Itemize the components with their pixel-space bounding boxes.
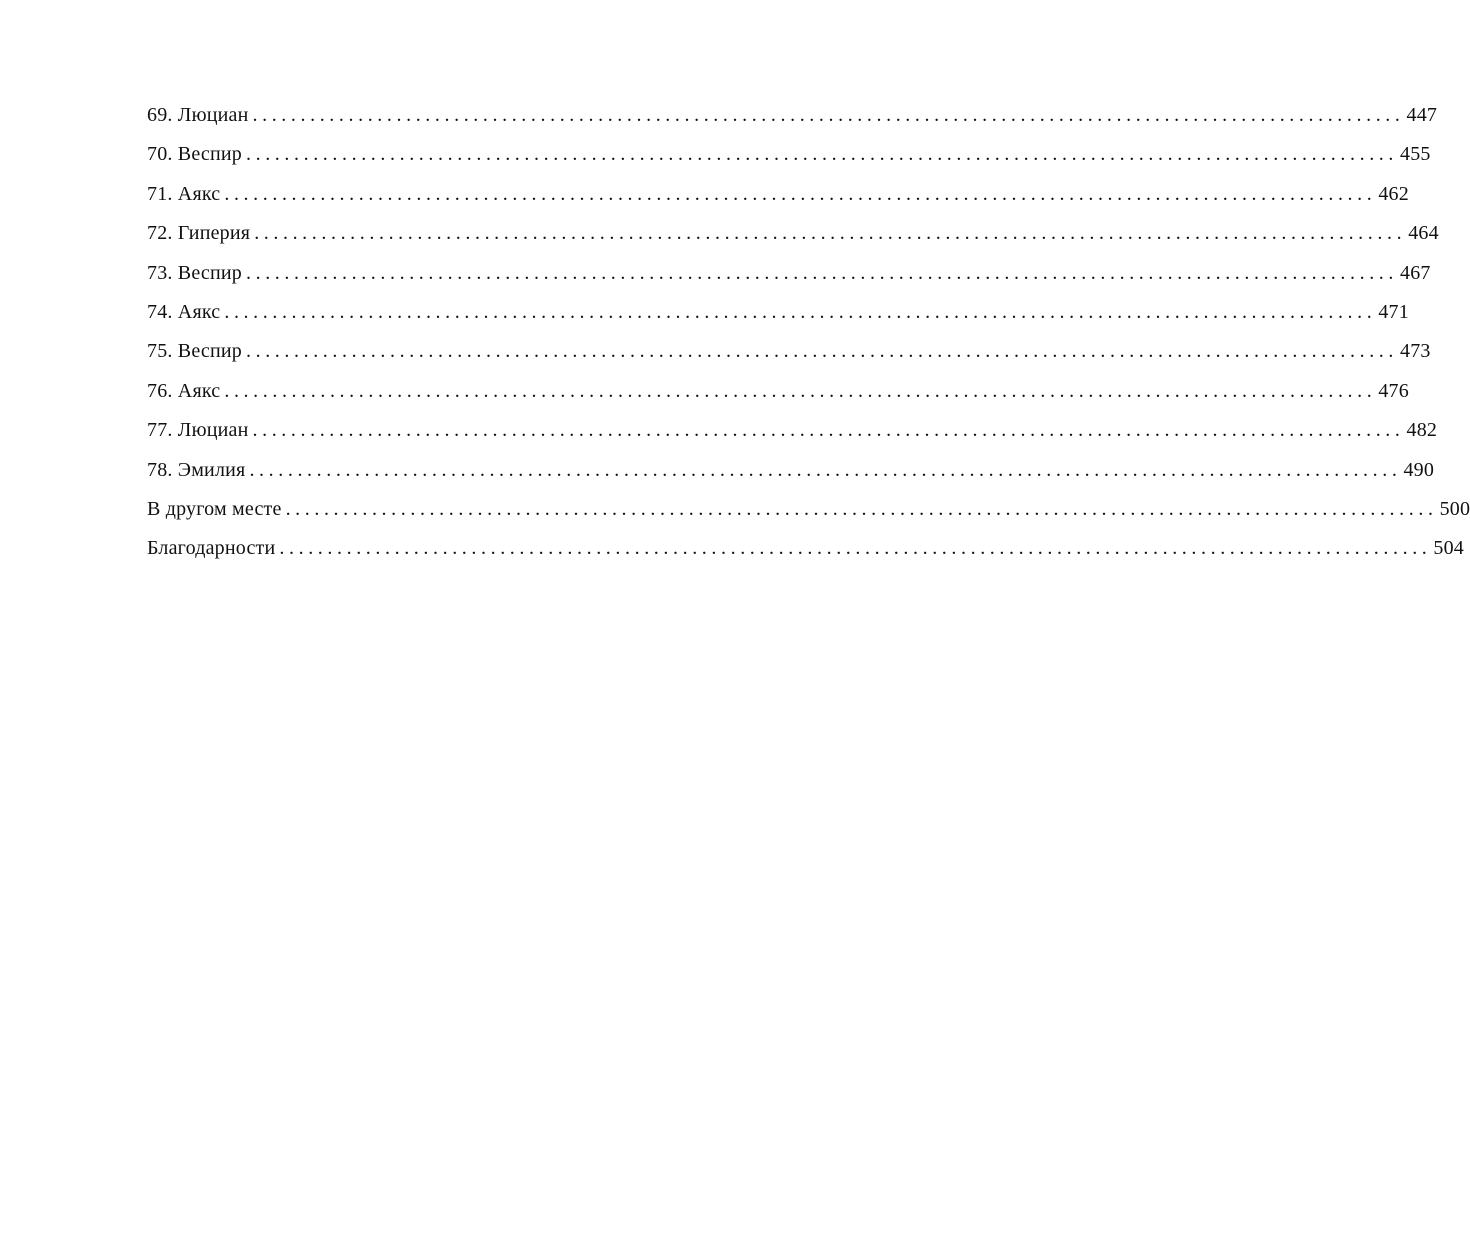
- toc-entry[interactable]: [147, 451, 1435, 490]
- dot-leader: ........................................................................................................................: [246, 340, 1398, 363]
- dot-leader: ........................................................................................................................: [246, 143, 1398, 166]
- toc-entry[interactable]: [147, 372, 1409, 411]
- table-of-contents: [147, 96, 1470, 569]
- toc-entry-page: 455: [1400, 143, 1431, 166]
- toc-entry-page: 464: [1408, 222, 1439, 245]
- toc-entry-title: 74. Аякс: [147, 300, 221, 323]
- dot-leader: ........................................................................................................................: [249, 458, 1402, 481]
- dot-leader: ........................................................................................................................: [224, 300, 1377, 323]
- toc-entry-title: В другом месте: [147, 497, 282, 520]
- toc-entry[interactable]: [147, 135, 1431, 174]
- toc-entry[interactable]: [147, 332, 1431, 371]
- toc-entry-title: 75. Веспир: [147, 340, 242, 363]
- toc-entry[interactable]: [147, 96, 1438, 135]
- dot-leader: ........................................................................................................................: [252, 104, 1405, 126]
- toc-entry[interactable]: [147, 214, 1439, 253]
- toc-entry[interactable]: [147, 254, 1431, 293]
- toc-entry-page: 447: [1406, 104, 1438, 126]
- toc-entry-title: 73. Веспир: [147, 261, 242, 284]
- dot-leader: ........................................................................................................................: [246, 261, 1398, 284]
- toc-entry-title: Благодарности: [147, 537, 276, 560]
- toc-entry-page: 490: [1403, 458, 1435, 481]
- toc-entry-page: 482: [1406, 419, 1438, 442]
- dot-leader: ........................................................................................................................: [252, 419, 1405, 442]
- dot-leader: ........................................................................................................................: [285, 497, 1438, 520]
- toc-entry[interactable]: [147, 175, 1409, 214]
- toc-entry-title: 78. Эмилия: [147, 458, 246, 481]
- toc-entry-title: 71. Аякс: [147, 182, 221, 205]
- dot-leader: ........................................................................................................................: [254, 222, 1407, 245]
- toc-entry-page: 476: [1378, 379, 1409, 402]
- dot-leader: ........................................................................................................................: [279, 537, 1432, 560]
- dot-leader: ........................................................................................................................: [224, 182, 1377, 205]
- dot-leader: ........................................................................................................................: [224, 379, 1377, 402]
- toc-entry[interactable]: [147, 411, 1438, 450]
- toc-entry-page: 473: [1400, 340, 1431, 363]
- toc-entry-title: 69. Люциан: [147, 104, 249, 126]
- toc-entry[interactable]: [147, 529, 1464, 568]
- toc-entry-page: 500: [1439, 497, 1470, 520]
- toc-entry-title: 76. Аякс: [147, 379, 221, 402]
- toc-entry-title: 72. Гиперия: [147, 222, 251, 245]
- toc-entry-page: 504: [1433, 537, 1464, 560]
- toc-entry-page: 471: [1378, 300, 1409, 323]
- toc-entry-page: 462: [1378, 182, 1409, 205]
- toc-entry-title: 70. Веспир: [147, 143, 242, 166]
- toc-entry[interactable]: [147, 293, 1409, 332]
- toc-entry-page: 467: [1400, 261, 1431, 284]
- toc-entry[interactable]: [147, 490, 1470, 529]
- toc-entry-title: 77. Люциан: [147, 419, 249, 442]
